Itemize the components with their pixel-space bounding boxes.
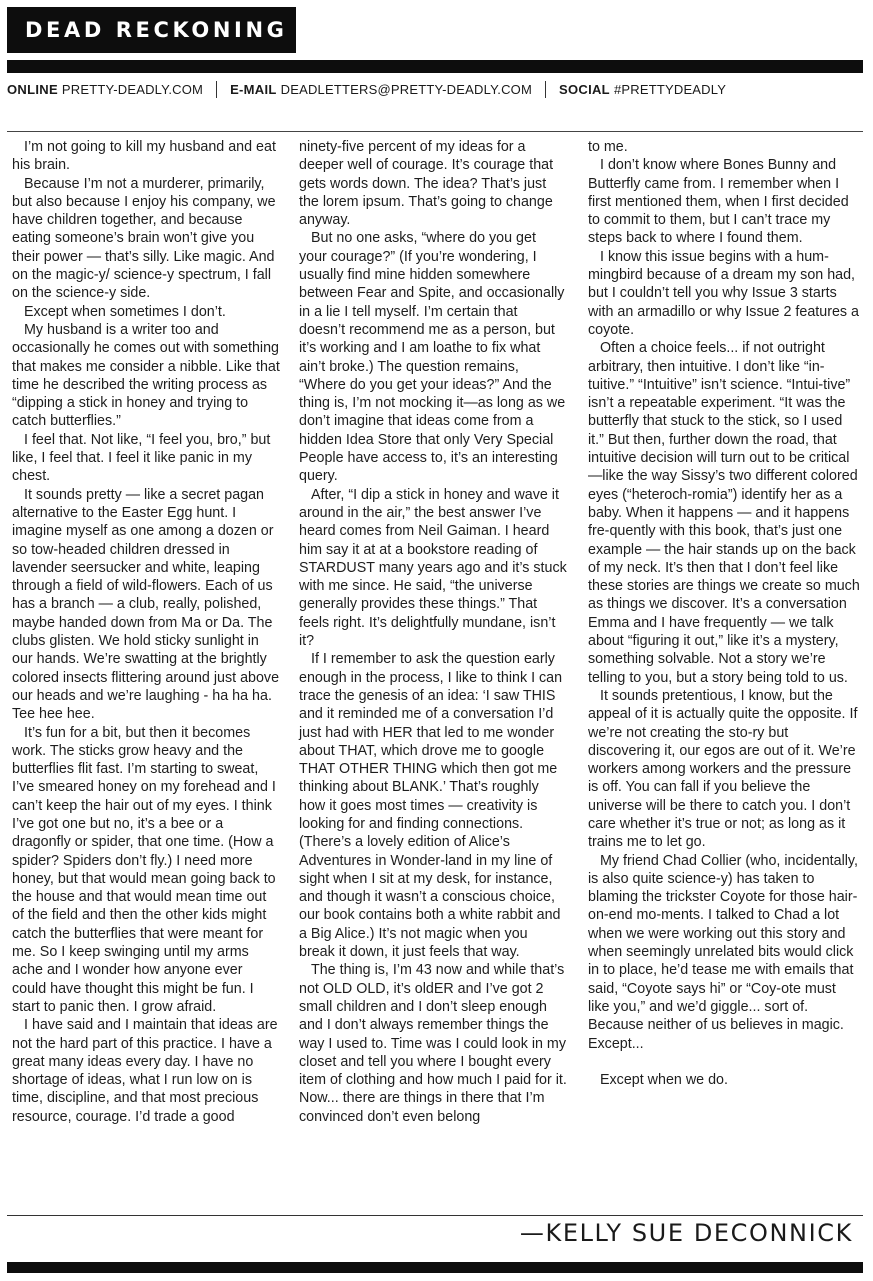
paragraph: to me. bbox=[588, 139, 628, 155]
paragraph: It sounds pretentious, I know, but the appeal of it is actually quite the opposite. If we’re not creating the sto-ry but discovering it, our egos are out of it. We’re workers among workers and the pressure is off. You can fall if you believe the universe will be there to catch you. I don’t care whether it’s true or not; as long as it trains me to let go. bbox=[588, 687, 858, 851]
paragraph: But no one asks, “where do you get your courage?” (If you’re wondering, I usually find mine hidden somewhere between Fear and Spite, and occasionally in a lie I tell myself. I’m certain that doesn’t recommend me as a person, but it’s working and I am loathe to fix what ain’t broke.) The question remains, “Where do you get your ideas?” And the thing is, I’m not mocking it—as long as we don’t imagine that ideas come from a hidden Idea Store that only Very Special People have access to, it’s an interesting query. bbox=[299, 230, 566, 485]
header-rule bbox=[7, 60, 863, 73]
paragraph: I feel that. Not like, “I feel you, bro,” but like, I feel that. I feel it like panic in my chest. bbox=[12, 431, 271, 485]
paragraph: I don’t know where Bones Bunny and Butterfly came from. I remember when I first mentioned them, when I first decided to commit to them, but I can’t trace my steps back to where I found them. bbox=[588, 157, 849, 247]
paragraph: Often a choice feels... if not outright arbitrary, then intuitive. I don’t like “in-tuitive.” “Intuitive” isn’t science. “Intui-tive” isn’t a repeatable experiment. “It was the butterfly that stuck to the stick, so I used it.” But then, further down the road, that intuitive decision will turn out to be critical—like the way Sissy’s two different colored eyes (“heteroch-romia”) identify her as a baby. When it happens — and it happens fre-quently with this book, that’s just one example — the hair stands up on the back of my neck. It’s then that I don’t feel like these stories are things we create so much as things we discover. It’s a conversation Emma and I have frequently — we talk about “figuring it out,” like it’s a mystery, something solvable. Not a story we’re telling to you, but a story being told to us. bbox=[588, 340, 860, 686]
paragraph: Because I’m not a murderer, primarily, but also because I enjoy his company, we have children together, and because eating someone’s brain won’t give you their power — that’s silly. Like magic. And on the magic-y/ science-y spectrum, I fall on the science-y side. bbox=[12, 175, 276, 302]
contact-social-value: #PRETTYDEADLY bbox=[613, 81, 727, 97]
paragraph: It’s fun for a bit, but then it becomes work. The sticks grow heavy and the butterflies flit fast. I’m starting to sweat, I’ve smeared honey on my forehead and I can’t keep the hair out of my eyes. I think I’ve got one but no, it’s a bee or a dragonfly or spider, that one time. (How a spider? Spiders don’t fly.) I need more honey, but that would mean going back to the house and that would mean time out of the field and then the other kids might catch the butterflies that were meant for me. So I keep swinging until my arms ache and I wonder how anyone ever could have thought this might be fun. I start to panic then. I grow afraid. bbox=[12, 724, 276, 1015]
contact-email-value: DEADLETTERS@PRETTY-DEADLY.COM bbox=[280, 81, 533, 97]
paragraph: The thing is, I’m 43 now and while that’s not OLD OLD, it’s oldER and I’ve got 2 small children and I don’t sleep enough and I don’t always remember things the way I used to. Time was I could look in my closet and tell you where I bought every item of clothing and how much I paid for it. Now... there are things in there that I’m convinced don’t even belong bbox=[299, 962, 567, 1125]
section-title-text: DEAD RECKONING bbox=[25, 18, 288, 42]
paragraph: It sounds pretty — like a secret pagan alternative to the Easter Egg hunt. I imagine myself as one among a dozen or so tow-headed children dressed in lavender seersucker and white, leaping through a field of wild-flowers. Each of us has a branch — a club, really, polished, maybe handed down from Ma or Da. The clubs glisten. We hold sticky sunlight in our hands. We’re swatting at the brightly colored insects flittering around just above our heads and we’re laughing - ha ha ha. Tee hee hee. bbox=[12, 486, 280, 723]
article-column-2 bbox=[299, 138, 567, 1126]
article-column-3 bbox=[588, 138, 860, 1089]
contact-divider bbox=[545, 81, 546, 98]
paragraph: My friend Chad Collier (who, incidentally, is also quite science-y) has taken to blaming the trickster Coyote for those hair-on-end mo-ments. I talked to Chad a lot when we were working out this story and when seemingly unrelated bits would click in to place, he’d tease me with emails that said, “Coyote says hi” or “Coy-ote must like you,” and we’d giggle... sort of. Because neither of us believes in magic. Except... bbox=[588, 852, 858, 1052]
contact-online-label: ONLINE bbox=[7, 81, 58, 97]
contact-social-label: SOCIAL bbox=[559, 81, 610, 97]
paragraph: My husband is a writer too and occasionally he comes out with something that makes me consider a nibble. Like that time he described the writing process as “dipping a stick in honey and trying to catch butterflies.” bbox=[12, 321, 280, 430]
paragraph: I know this issue begins with a hum-mingbird because of a dream my son had, but I couldn’t tell you why Issue 3 starts with an armadillo or why Issue 2 features a coyote. bbox=[588, 248, 859, 338]
paragraph: Except when sometimes I don’t. bbox=[24, 303, 226, 320]
contact-divider bbox=[216, 81, 217, 98]
contact-email-label: E-MAIL bbox=[230, 81, 277, 97]
paragraph: If I remember to ask the question early enough in the process, I like to think I can trace the genesis of an idea: ‘I saw THIS and it reminded me of a conversation I’d just had with HER that led to me wonder about THAT, which drove me to google THAT OTHER THING which then got me thinking about BLANK.’ That’s roughly how it goes most times — creativity is looking for and finding connections. (There’s a lovely edition of Alice’s Adventures in Wonder-land in my line of sight when I sit at my desk, for instance, and though it wasn’t a conscious choice, our book contains both a white rabbit and a Big Alice.) It’s not magic when you break it down, it just feels that way. bbox=[299, 651, 563, 961]
author-signature: —KELLY SUE DECONNICK bbox=[519, 1219, 853, 1247]
paragraph: I’m not going to kill my husband and eat his brain. bbox=[12, 139, 276, 174]
closing-line: Except when we do. bbox=[600, 1071, 728, 1088]
footer-rule bbox=[7, 1262, 863, 1273]
paragraph: ninety-five percent of my ideas for a deeper well of courage. It’s courage that gets words down. The idea? That’s just the lorem ipsum. That’s going to change anyway. bbox=[299, 139, 554, 229]
paragraph: I have said and I maintain that ideas are not the hard part of this practice. I have a great many ideas every day. I have no shortage of ideas, what I run low on is time, discipline, and that most precious resource, courage. I’d trade a good bbox=[12, 1017, 278, 1125]
paragraph: After, “I dip a stick in honey and wave it around in the air,” the best answer I’ve heard comes from Neil Gaiman. I heard him say it at at a bookstore reading of STARDUST many years ago and it’s stuck with me since. He said, “the universe generally provides these things.” That feels right. It’s delightfully mundane, isn’t it? bbox=[299, 486, 567, 650]
article-column-1 bbox=[12, 138, 280, 1126]
section-title bbox=[7, 7, 296, 53]
content-divider bbox=[7, 131, 863, 132]
signature-rule bbox=[7, 1215, 863, 1216]
contact-row bbox=[7, 79, 863, 99]
contact-online-value: PRETTY-DEADLY.COM bbox=[61, 81, 204, 97]
